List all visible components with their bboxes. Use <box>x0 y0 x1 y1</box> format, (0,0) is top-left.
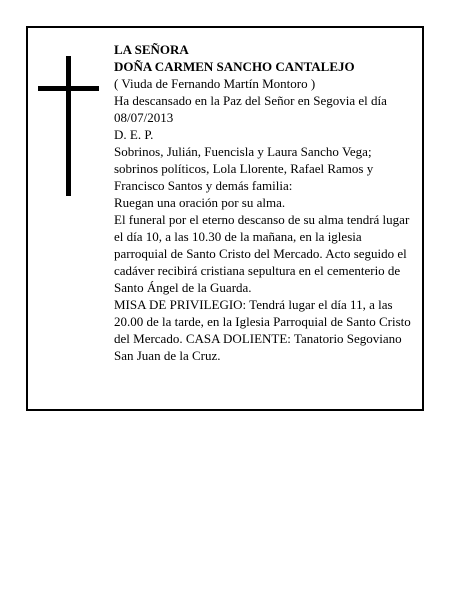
mass-details: MISA DE PRIVILEGIO: Tendrá lugar el día 11, a las 20.00 de la tarde, en la Iglesia Parroquial de Santo Cristo del Mercado. CASA DOLIENTE: Tanatorio Segoviano San Juan de la Cruz. <box>114 297 411 363</box>
dep-line: D. E. P. <box>114 127 154 142</box>
funeral-details: El funeral por el eterno descanso de su alma tendrá lugar el día 10, a las 10.30 de la mañana, en la iglesia parroquial de Santo Cristo del Mercado. Acto seguido el cadáver recibirá cristiana sepultura en el cementerio de Santo Ángel de la Guarda. <box>114 212 410 295</box>
cross-vertical-bar <box>66 56 71 196</box>
cross-horizontal-bar <box>38 86 99 91</box>
obituary-notice <box>26 26 424 411</box>
death-announcement: Ha descansado en la Paz del Señor en Segovia el día 08/07/2013 <box>114 93 387 125</box>
obituary-text <box>114 41 414 364</box>
deceased-name: DOÑA CARMEN SANCHO CANTALEJO <box>114 59 355 74</box>
prayer-request: Ruegan una oración por su alma. <box>114 195 286 210</box>
family-list: Sobrinos, Julián, Fuencisla y Laura Sancho Vega; sobrinos políticos, Lola Llorente, Rafael Ramos y Francisco Santos y demás familia: <box>114 144 374 193</box>
notice-title: LA SEÑORA <box>114 42 189 57</box>
widow-line: ( Viuda de Fernando Martín Montoro ) <box>114 76 316 91</box>
